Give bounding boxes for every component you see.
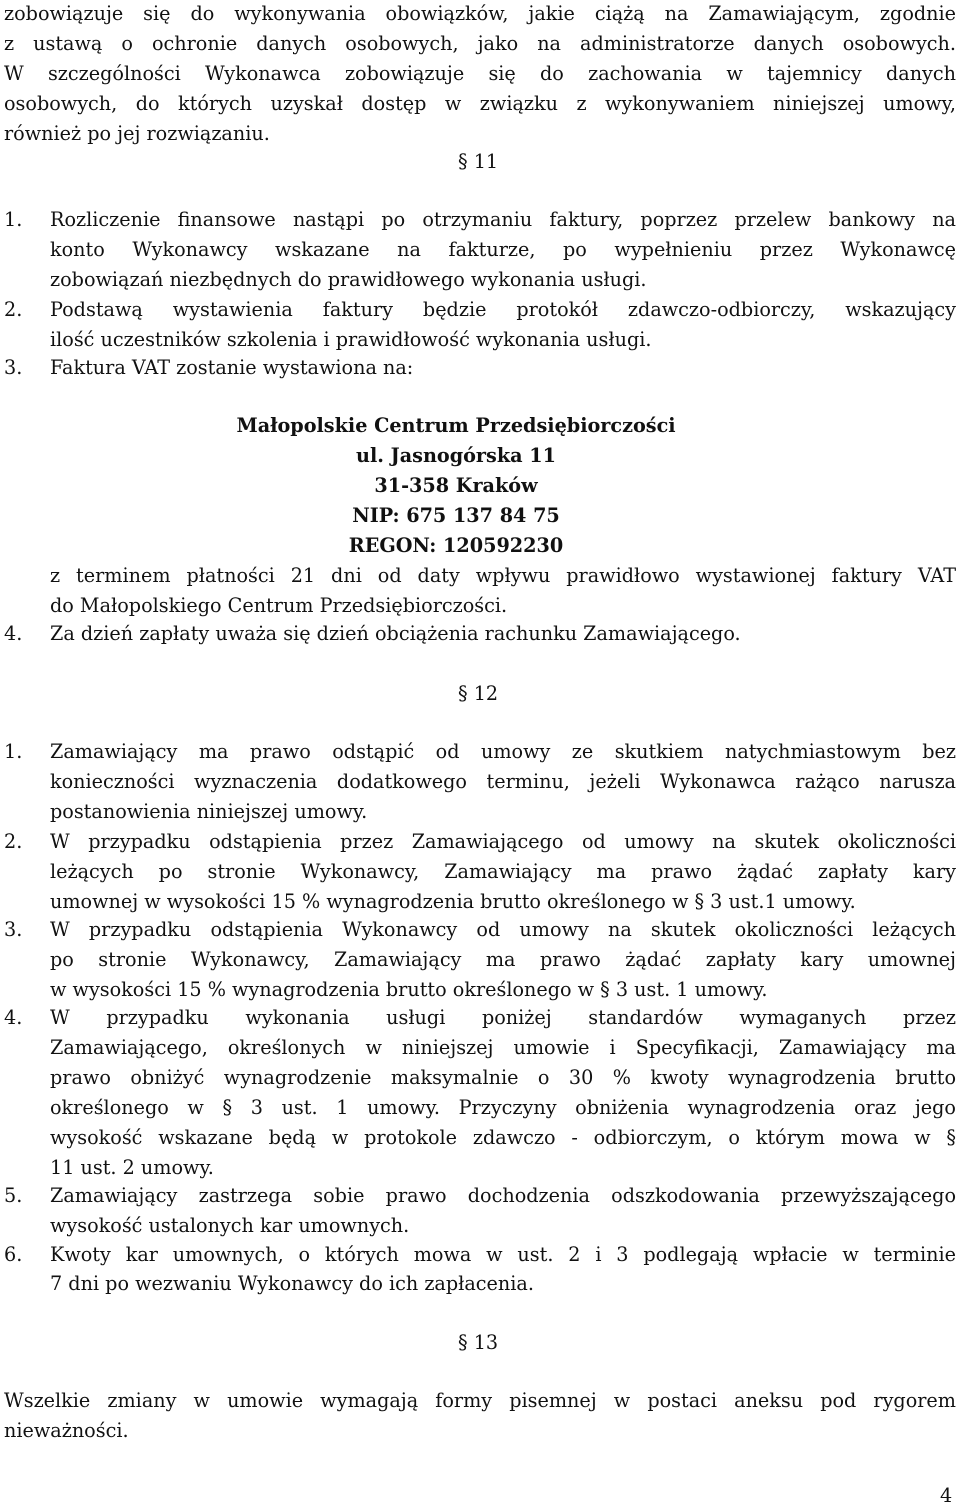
item-line: Kwoty kar umownych, o których mowa w ust. 2 i 3 podlegają wpłacie w terminie [50, 1243, 956, 1266]
item-line: W przypadku odstąpienia przez Zamawiającego od umowy na skutek okoliczności [50, 830, 956, 853]
item-number: 5. [4, 1184, 23, 1207]
item-line: Zamawiający ma prawo odstąpić od umowy ze skutkiem natychmiastowym bez [50, 740, 956, 763]
intro-line: zobowiązuje się do wykonywania obowiązków, jakie ciążą na Zamawiającym, zgodnie [4, 2, 956, 25]
intro-line: z ustawą o ochronie danych osobowych, jako na administratorze danych osobowych. [4, 32, 956, 55]
item-line: do Małopolskiego Centrum Przedsiębiorczości. [50, 594, 508, 617]
item-line: prawo obniżyć wynagrodzenie maksymalnie o 30 % kwoty wynagrodzenia brutto [50, 1066, 956, 1089]
item-line: ilość uczestników szkolenia i prawidłowość wykonania usługi. [50, 328, 652, 351]
intro-line: osobowych, do których uzyskał dostęp w związku z wykonywaniem niniejszej umowy, [4, 92, 956, 115]
item-number: 1. [4, 740, 23, 763]
section-heading-11: § 11 [458, 150, 499, 173]
item-number: 6. [4, 1243, 23, 1266]
address-street: ul. Jasnogórska 11 [356, 444, 556, 467]
item-line: Za dzień zapłaty uważa się dzień obciążenia rachunku Zamawiającego. [50, 622, 741, 645]
paragraph-line: Wszelkie zmiany w umowie wymagają formy pisemnej w postaci aneksu pod rygorem [4, 1389, 956, 1412]
item-line: W przypadku odstąpienia Wykonawcy od umowy na skutek okoliczności leżących [50, 918, 956, 941]
address-regon: REGON: 120592230 [348, 534, 564, 557]
item-line: wysokość wskazane będą w protokole zdawczo - odbiorczym, o którym mowa w § [50, 1126, 956, 1149]
item-line: wysokość ustalonych kar umownych. [50, 1214, 410, 1237]
item-line: postanowienia niniejszej umowy. [50, 800, 368, 823]
item-number: 4. [4, 1006, 23, 1029]
item-line: W przypadku wykonania usługi poniżej standardów wymaganych przez [50, 1006, 956, 1029]
item-number: 2. [4, 298, 23, 321]
item-line: Rozliczenie finansowe nastąpi po otrzymaniu faktury, poprzez przelew bankowy na [50, 208, 956, 231]
address-city: 31-358 Kraków [374, 474, 538, 497]
address-name: Małopolskie Centrum Przedsiębiorczości [236, 414, 676, 437]
item-line: konieczności wyznaczenia dodatkowego terminu, jeżeli Wykonawca rażąco narusza [50, 770, 956, 793]
item-line: Faktura VAT zostanie wystawiona na: [50, 356, 414, 379]
item-number: 1. [4, 208, 23, 231]
item-line: w wysokości 15 % wynagrodzenia brutto określonego w § 3 ust. 1 umowy. [50, 978, 768, 1001]
item-line: konto Wykonawcy wskazane na fakturze, po wypełnieniu przez Wykonawcę [50, 238, 956, 261]
item-line: umownej w wysokości 15 % wynagrodzenia brutto określonego w § 3 ust.1 umowy. [50, 890, 856, 913]
address-nip: NIP: 675 137 84 75 [352, 504, 560, 527]
item-number: 2. [4, 830, 23, 853]
item-line: 11 ust. 2 umowy. [50, 1156, 214, 1179]
intro-line: również po jej rozwiązaniu. [4, 122, 270, 145]
item-line: zobowiązań niezbędnych do prawidłowego wykonania usługi. [50, 268, 647, 291]
item-line: Zamawiający zastrzega sobie prawo dochodzenia odszkodowania przewyższającego [50, 1184, 956, 1207]
item-line: 7 dni po wezwaniu Wykonawcy do ich zapłacenia. [50, 1272, 534, 1295]
item-line: Zamawiającego, określonych w niniejszej umowie i Specyfikacji, Zamawiający ma [50, 1036, 956, 1059]
item-number: 4. [4, 622, 23, 645]
item-line: po stronie Wykonawcy, Zamawiający ma prawo żądać zapłaty kary umownej [50, 948, 956, 971]
section-heading-12: § 12 [458, 682, 499, 705]
page-number: 4 [940, 1484, 953, 1507]
item-number: 3. [4, 356, 23, 379]
paragraph-line: nieważności. [4, 1419, 129, 1442]
item-line: określonego w § 3 ust. 1 umowy. Przyczyny obniżenia wynagrodzenia oraz jego [50, 1096, 956, 1119]
section-heading-13: § 13 [458, 1331, 499, 1354]
item-line: z terminem płatności 21 dni od daty wpływu prawidłowo wystawionej faktury VAT [50, 564, 956, 587]
intro-line: W szczególności Wykonawca zobowiązuje się do zachowania w tajemnicy danych [4, 62, 956, 85]
item-line: Podstawą wystawienia faktury będzie protokół zdawczo-odbiorczy, wskazujący [50, 298, 956, 321]
item-number: 3. [4, 918, 23, 941]
item-line: leżących po stronie Wykonawcy, Zamawiający ma prawo żądać zapłaty kary [50, 860, 956, 883]
